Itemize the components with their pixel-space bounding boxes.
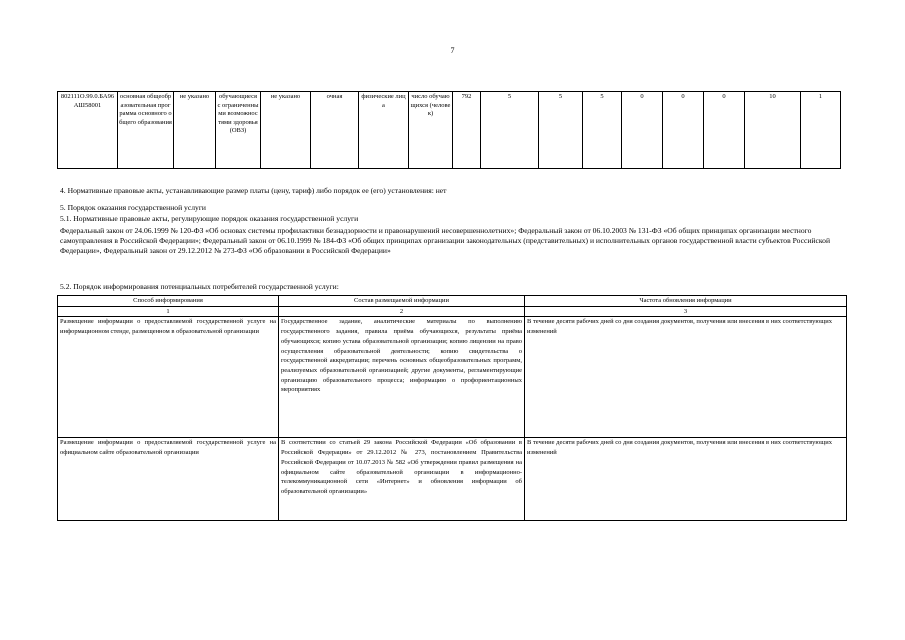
value-cell: 5 bbox=[583, 92, 622, 169]
category-cell: обучающиеся с ограниченными возможностями здоровья (ОВЗ) bbox=[216, 92, 261, 169]
program-cell: основная общеобразовательная программа основного общего образования bbox=[118, 92, 174, 169]
table-row bbox=[58, 317, 847, 438]
column-number-row bbox=[58, 306, 847, 317]
section-5-2: 5.2. Порядок информирования потенциальных потребителей государственной услуги: bbox=[60, 282, 339, 291]
column-header: Частота обновления информации bbox=[525, 296, 847, 307]
table-cell: не указано bbox=[261, 92, 311, 169]
okei-code-cell: 792 bbox=[453, 92, 481, 169]
section-5: 5. Порядок оказания государственной услуги bbox=[60, 203, 206, 212]
value-cell: 5 bbox=[481, 92, 539, 169]
value-cell: 10 bbox=[745, 92, 801, 169]
section-4: 4. Нормативные правовые акты, устанавливающие размер платы (цену, тариф) либо порядок ее (его) установления: нет bbox=[60, 186, 447, 195]
section-5-1: 5.1. Нормативные правовые акты, регулирующие порядок оказания государственной услуги bbox=[60, 214, 359, 223]
form-cell: очная bbox=[311, 92, 359, 169]
method-cell: Размещение информации о предоставляемой государственной услуге на информационном стенде, размещенном в образовательной организации bbox=[58, 317, 279, 438]
frequency-cell: В течение десяти рабочих дней со дня создания документов, получения или внесения в них соответствующих изменений bbox=[525, 438, 847, 521]
value-cell: 0 bbox=[663, 92, 704, 169]
table-row bbox=[58, 438, 847, 521]
indicator-cell: число обучающихся (человек) bbox=[409, 92, 453, 169]
column-number: 1 bbox=[58, 306, 279, 317]
column-number: 3 bbox=[525, 306, 847, 317]
column-number: 2 bbox=[279, 306, 525, 317]
service-indicators-table bbox=[57, 91, 841, 169]
column-header: Способ информирования bbox=[58, 296, 279, 307]
registry-code-cell: 802111О.99.0.БА96АШ58001 bbox=[58, 92, 118, 169]
table-cell: не указано bbox=[174, 92, 216, 169]
method-cell: Размещение информации о предоставляемой государственной услуге на официальном сайте образовательной организации bbox=[58, 438, 279, 521]
information-order-table bbox=[57, 295, 847, 521]
value-cell: 5 bbox=[539, 92, 583, 169]
consumers-cell: физические лица bbox=[359, 92, 409, 169]
column-header: Состав размещаемой информации bbox=[279, 296, 525, 307]
table-header-row bbox=[58, 296, 847, 307]
value-cell: 1 bbox=[801, 92, 841, 169]
value-cell: 0 bbox=[622, 92, 663, 169]
frequency-cell: В течение десяти рабочих дней со дня создания документов, получения или внесения в них соответствующих изменений bbox=[525, 317, 847, 438]
page-number: 7 bbox=[450, 46, 455, 55]
content-cell: Государственное задание, аналитические материалы по выполнению государственного задания, правила приёма обучающихся, результаты приёма обучающихся; копию устава образовательной организации; копию лицензии на право осуществления образовательной деятельности; копию свидетельства о государственной аккредитации; перечень основных общеобразовательных программ, реализуемых образовательной организацией; другие документы, регламентирующие организацию образовательного процесса; информацию о профориентационных мероприятиях bbox=[279, 317, 525, 438]
section-5-1-text: Федеральный закон от 24.06.1999 № 120-ФЗ «Об основах системы профилактики безнадзорности и правонарушений несовершеннолетних»; Федеральный закон от 06.10.2003 № 131-ФЗ «Об общих принципах организации местного самоуправления в Российской Федерации»; Федеральный закон от 06.10.1999 № 184-ФЗ «Об общих принципах организации законодательных (представительных) и исполнительных органов государственной власти субъектов Российской Федерации», Федеральный закон от 29.12.2012 № 273-ФЗ «Об образовании в Российской Федерации» bbox=[60, 226, 831, 255]
value-cell: 0 bbox=[704, 92, 745, 169]
table-row bbox=[58, 92, 841, 169]
content-cell: В соответствии со статьей 29 закона Российской Федерации «Об образовании в Российской Федерации» от 29.12.2012 № 273, постановлением Правительства Российской Федерации от 10.07.2013 № 582 «Об утверждении правил размещения на официальном сайте образовательной организации в информационно-телекоммуникационной сети «Интернет» и обновления информации об образовательной организации» bbox=[279, 438, 525, 521]
